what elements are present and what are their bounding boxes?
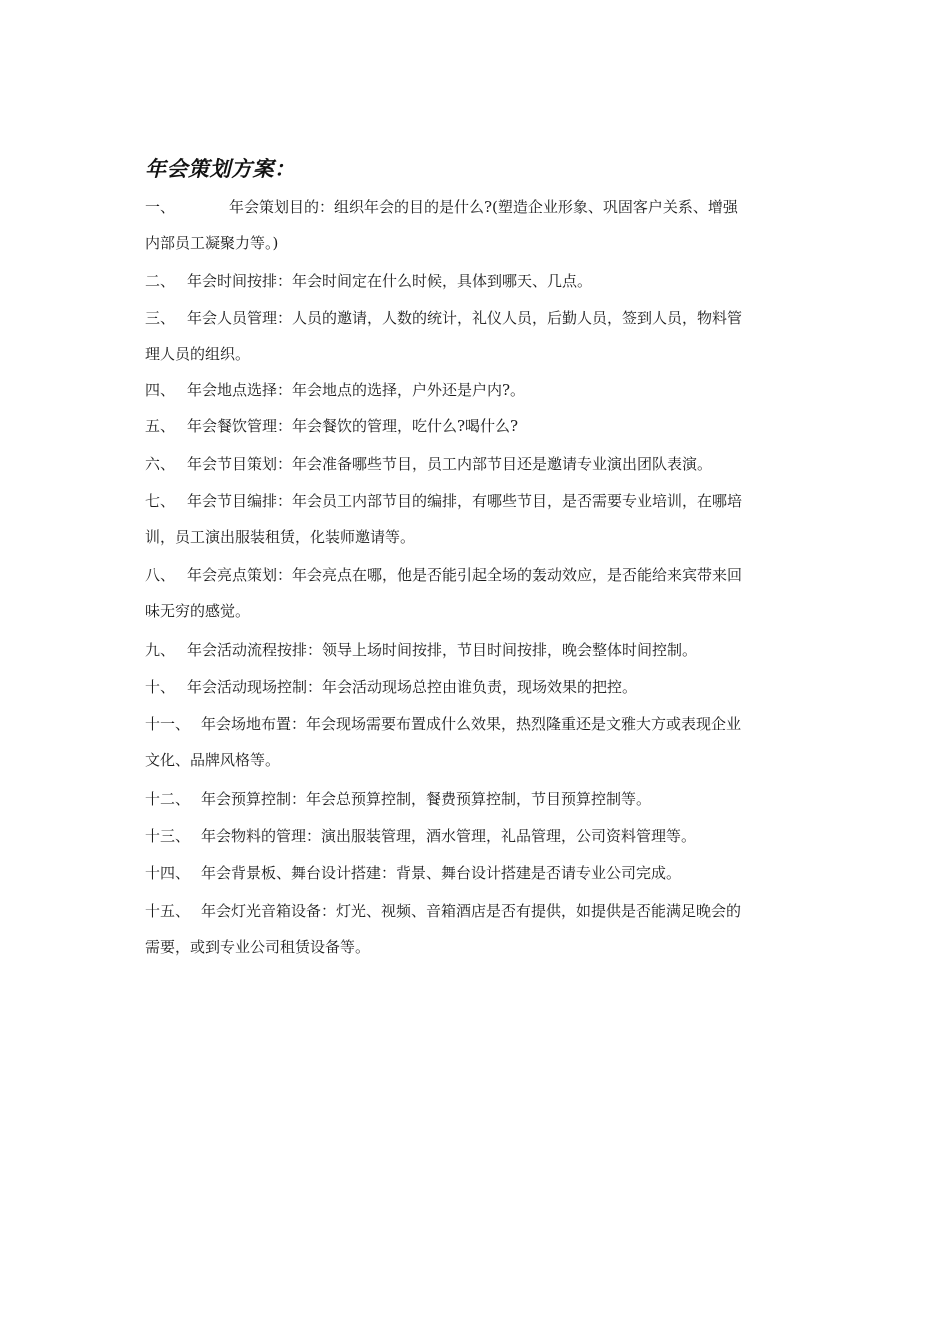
section-number: 三、	[145, 309, 176, 327]
section-item-7	[145, 483, 813, 555]
section-item-11	[145, 706, 813, 778]
section-number: 十二、	[145, 790, 191, 808]
section-line	[145, 632, 813, 668]
section-item-6	[145, 446, 813, 482]
section-text: 年会场地布置：年会现场需要布置成什么效果，热烈隆重还是文雅大方或表现企业	[201, 715, 742, 733]
section-item-8	[145, 557, 813, 629]
section-item-2	[145, 263, 813, 299]
section-line	[145, 557, 813, 593]
section-item-15	[145, 893, 813, 965]
section-item-4	[145, 372, 813, 408]
section-text: 年会物料的管理：演出服装管理，酒水管理，礼品管理，公司资料管理等。	[201, 827, 697, 845]
section-line	[145, 781, 813, 817]
section-line	[145, 300, 813, 336]
section-item-5	[145, 408, 813, 444]
section-number: 七、	[145, 492, 176, 510]
section-number: 十三、	[145, 827, 191, 845]
section-number: 九、	[145, 641, 176, 659]
section-number: 一、	[145, 198, 176, 216]
section-text: 年会背景板、舞台设计搭建：背景、舞台设计搭建是否请专业公司完成。	[201, 864, 682, 882]
section-number: 十五、	[145, 902, 191, 920]
section-number: 六、	[145, 455, 176, 473]
section-line: 味无穷的感觉。	[145, 602, 251, 620]
section-text: 年会策划目的：组织年会的目的是什么?(塑造企业形象、巩固客户关系、增强	[229, 198, 738, 216]
section-item-1	[145, 189, 813, 261]
section-line: 文化、品牌风格等。	[145, 751, 281, 769]
section-text: 年会活动流程按排：领导上场时间按排，节目时间按排，晚会整体时间控制。	[187, 641, 698, 659]
section-text: 年会人员管理：人员的邀请，人数的统计，礼仪人员，后勤人员，签到人员，物料管	[187, 309, 743, 327]
section-text: 年会灯光音箱设备：灯光、视频、音箱酒店是否有提供，如提供是否能满足晚会的	[201, 902, 742, 920]
section-line: 需要，或到专业公司租赁设备等。	[145, 938, 371, 956]
section-number: 八、	[145, 566, 176, 584]
section-number: 十四、	[145, 864, 191, 882]
section-line	[145, 263, 813, 299]
section-number: 二、	[145, 272, 176, 290]
section-text: 年会时间按排：年会时间定在什么时候，具体到哪天、几点。	[187, 272, 593, 290]
section-line	[145, 189, 813, 225]
section-item-9	[145, 632, 813, 668]
section-line	[145, 372, 813, 408]
section-line: 训，员工演出服装租赁，化装师邀请等。	[145, 528, 416, 546]
document-title: 年会策划方案：	[145, 156, 296, 181]
section-item-3	[145, 300, 813, 372]
section-line	[145, 706, 813, 742]
section-item-10	[145, 669, 813, 705]
section-line: 理人员的组织。	[145, 345, 251, 363]
section-item-12	[145, 781, 813, 817]
section-line: 内部员工凝聚力等。)	[145, 234, 279, 252]
section-line	[145, 855, 813, 891]
section-text: 年会餐饮管理：年会餐饮的管理，吃什么?喝什么?	[187, 417, 519, 435]
section-text: 年会地点选择：年会地点的选择，户外还是户内?。	[187, 381, 526, 399]
section-item-14	[145, 855, 813, 891]
section-text: 年会预算控制：年会总预算控制，餐费预算控制，节目预算控制等。	[201, 790, 652, 808]
section-text: 年会亮点策划：年会亮点在哪，他是否能引起全场的轰动效应，是否能给来宾带来回	[187, 566, 743, 584]
section-line	[145, 893, 813, 929]
section-line	[145, 446, 813, 482]
section-text: 年会活动现场控制：年会活动现场总控由谁负责，现场效果的把控。	[187, 678, 638, 696]
section-line	[145, 818, 813, 854]
section-item-13	[145, 818, 813, 854]
section-line	[145, 408, 813, 444]
section-text: 年会节目策划：年会准备哪些节目，员工内部节目还是邀请专业演出团队表演。	[187, 455, 713, 473]
section-number: 十一、	[145, 715, 191, 733]
section-line	[145, 669, 813, 705]
section-line	[145, 483, 813, 519]
section-text: 年会节目编排：年会员工内部节目的编排，有哪些节目，是否需要专业培训，在哪培	[187, 492, 743, 510]
section-number: 十、	[145, 678, 176, 696]
section-number: 五、	[145, 417, 176, 435]
section-number: 四、	[145, 381, 176, 399]
